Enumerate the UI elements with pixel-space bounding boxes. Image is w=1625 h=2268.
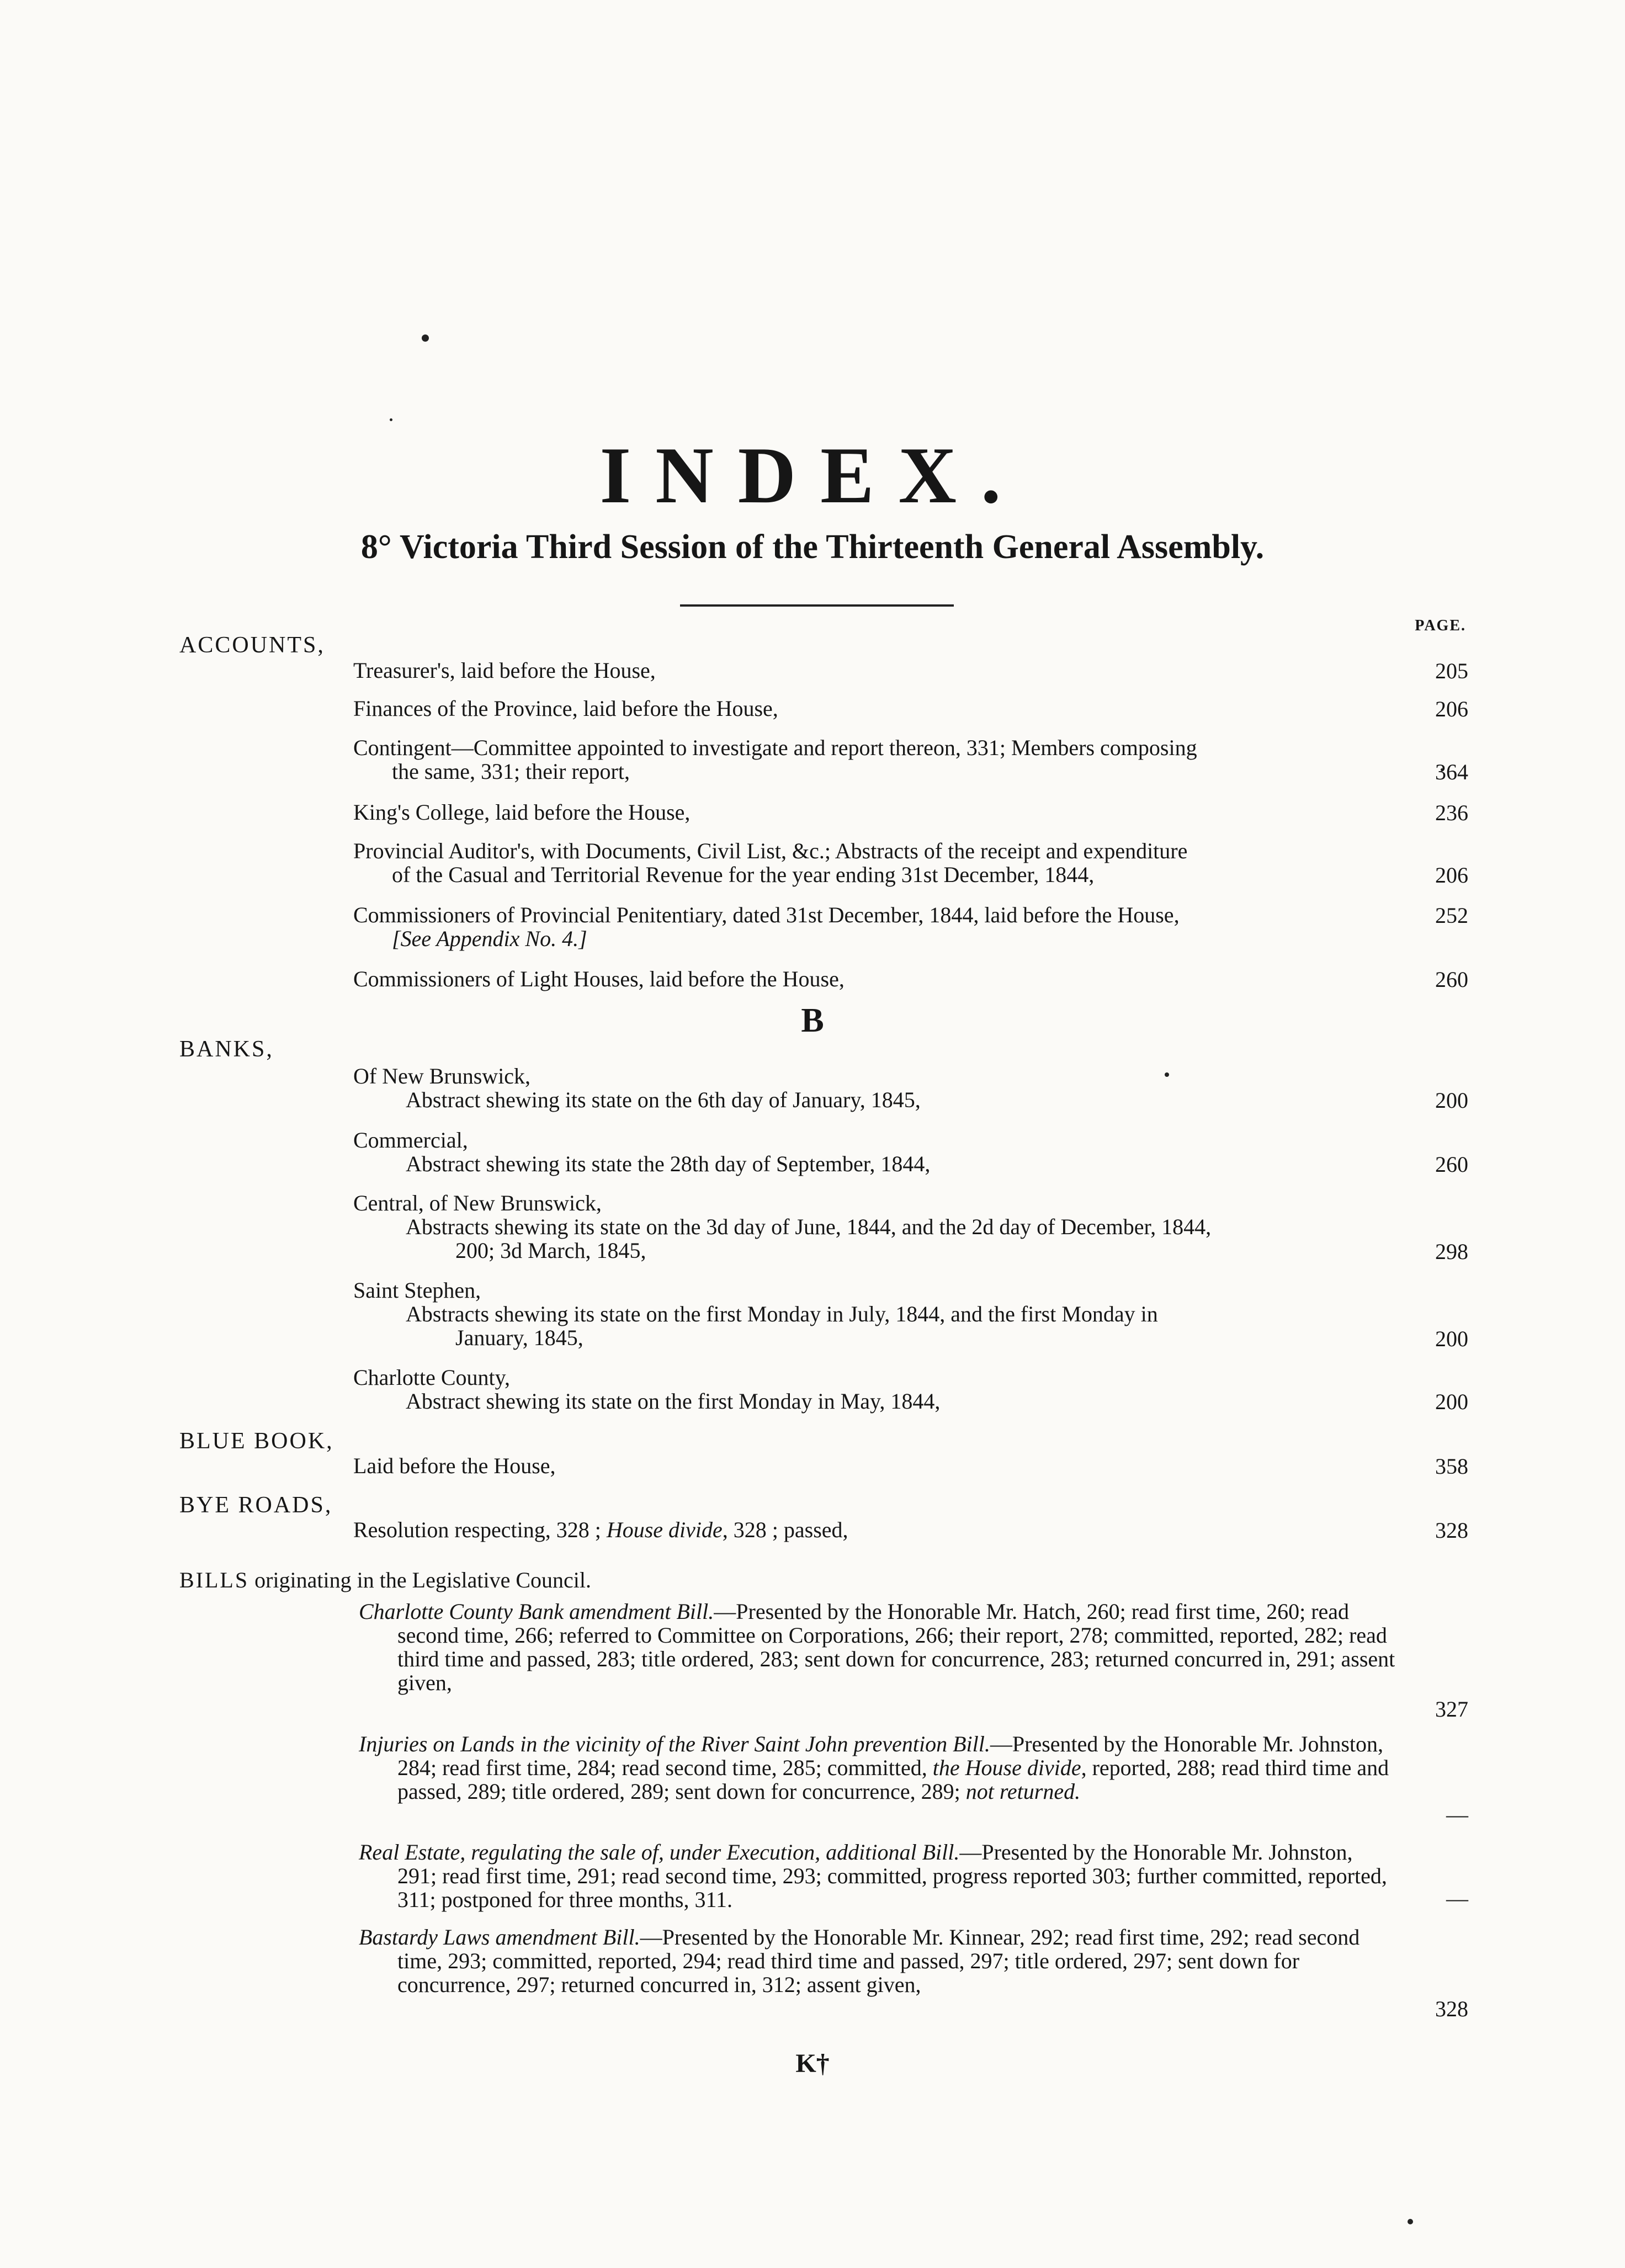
entry-text: 200; 3d March, 1845,	[455, 1238, 646, 1263]
page-number: 328	[1435, 1518, 1468, 1543]
bill-body: —Presented by the Honorable Mr. Johnston, 291; read first time, 291; read second time, 293; committed, progress reported 303; further committed, reported, 311; postponed for three months, 311.	[397, 1840, 1387, 1912]
bye-roads-entry	[353, 1518, 1402, 1542]
accounts-heading: ACCOUNTS,	[179, 633, 325, 658]
bill-body: —Presented by the Honorable Mr. Johnston, 284; read first time, 284; read second time, 285; committed,	[397, 1731, 1384, 1780]
signature-mark: K†	[795, 2049, 830, 2078]
page-number: 206	[1435, 863, 1468, 888]
blue-book-entry	[353, 1454, 1402, 1478]
page-subtitle: 8° Victoria Third Session of the Thirteenth General Assembly.	[360, 528, 1265, 566]
page-number: 358	[1435, 1454, 1468, 1479]
entry-text: Contingent—Committee appointed to investigate and report thereon, 331; Members composing	[353, 735, 1197, 760]
page-number: —	[1446, 1802, 1468, 1827]
page-number: 206	[1435, 697, 1468, 721]
entry-text: the same, 331; their report,	[392, 759, 630, 784]
page-number: 260	[1435, 967, 1468, 992]
accounts-entry	[353, 903, 1402, 950]
page-number: 260	[1435, 1152, 1468, 1177]
page-number: 200	[1435, 1389, 1468, 1414]
ink-speck	[1408, 2219, 1413, 2224]
bill-text	[359, 1732, 1396, 1803]
entry-text: Abstracts shewing its state on the 3d day of June, 1844, and the 2d day of December, 1844,	[406, 1214, 1212, 1239]
entry-text: Finances of the Province, laid before the House,	[353, 696, 778, 721]
entry-text: Abstracts shewing its state on the first Monday in July, 1844, and the first Monday in	[406, 1302, 1158, 1326]
page-number: 328	[1435, 1996, 1468, 2021]
entry-text: Laid before the House,	[353, 1453, 556, 1478]
bank-entry	[353, 1064, 1402, 1112]
bill-body-italic: the House divide	[932, 1755, 1081, 1780]
entry-text	[353, 1518, 1402, 1542]
bill-text	[359, 1600, 1396, 1695]
bill-text	[359, 1840, 1396, 1911]
entry-text: [See Appendix No. 4.]	[392, 926, 587, 951]
accounts-entry	[353, 658, 1402, 682]
page-number: 205	[1435, 658, 1468, 683]
bank-entry	[353, 1278, 1402, 1350]
entry-text: January, 1845,	[455, 1325, 583, 1350]
entry-text: Commissioners of Provincial Penitentiary, dated 31st December, 1844, laid before the House,	[353, 902, 1180, 927]
entry-text: Abstract shewing its state the 28th day of September, 1844,	[406, 1151, 931, 1176]
bill-entry	[359, 1840, 1396, 1911]
ink-speck	[422, 334, 429, 342]
accounts-entry	[353, 839, 1402, 886]
bill-entry	[359, 1600, 1396, 1695]
bills-heading-rest: originating in the Legislative Council.	[249, 1568, 592, 1592]
ink-speck	[390, 418, 392, 421]
bill-body: —Presented by the Honorable Mr. Hatch, 260; read first time, 260; read second time, 266; referred to Committee on Corporations, 266; their report, 278; committed, reported, 282; read third time and passed, 283; title ordered, 283; sent down for concurrence, 283; returned concurred in, 291; assent given,	[397, 1599, 1395, 1695]
bills-heading	[179, 1569, 591, 1591]
bank-name: Central, of New Brunswick,	[353, 1191, 602, 1215]
bill-body: —Presented by the Honorable Mr. Kinnear, 292; read first time, 292; read second time, 293; committed, reported, 294; read third time and passed, 297; title ordered, 297; sent down for concurrence, 297; returned concurred in, 312; assent given,	[397, 1925, 1360, 1997]
page-number: —	[1446, 1886, 1468, 1911]
page-number: 364	[1435, 759, 1468, 784]
bank-name: Commercial,	[353, 1128, 468, 1152]
bill-body: , reported, 288; read third time and passed, 289; title ordered, 289; sent down for concurrence, 289;	[397, 1755, 1389, 1804]
page-column-header: PAGE.	[1415, 617, 1466, 634]
bills-heading-caps: BILLS	[179, 1568, 249, 1592]
accounts-entry	[353, 697, 1402, 720]
page-number: 327	[1435, 1697, 1468, 1722]
bill-title: Injuries on Lands in the vicinity of the River Saint John prevention Bill.	[359, 1731, 990, 1756]
page-number: 252	[1435, 903, 1468, 928]
entry-text: King's College, laid before the House,	[353, 800, 691, 825]
bye-roads-heading: BYE ROADS,	[179, 1492, 333, 1518]
accounts-entry	[353, 967, 1402, 991]
bill-entry	[359, 1732, 1396, 1803]
bank-entry	[353, 1366, 1402, 1413]
page-number: 200	[1435, 1326, 1468, 1351]
entry-text: Treasurer's, laid before the House,	[353, 658, 656, 683]
accounts-entry	[353, 800, 1402, 824]
bill-body-italic: not returned.	[965, 1779, 1081, 1804]
bill-title: Charlotte County Bank amendment Bill.	[359, 1599, 714, 1624]
entry-text: Abstract shewing its state on the 6th day of January, 1845,	[406, 1087, 921, 1112]
bank-name: Charlotte County,	[353, 1365, 511, 1390]
accounts-entry	[353, 736, 1402, 783]
bill-entry	[359, 1925, 1396, 1996]
bill-text	[359, 1925, 1396, 1996]
banks-heading: BANKS,	[179, 1037, 274, 1062]
entry-text: Commissioners of Light Houses, laid before the House,	[353, 966, 845, 991]
title-rule	[680, 604, 954, 607]
page-number: 298	[1435, 1239, 1468, 1264]
blue-book-heading: BLUE BOOK,	[179, 1428, 334, 1454]
section-letter: B	[801, 1002, 824, 1039]
bank-entry	[353, 1128, 1402, 1176]
entry-text: of the Casual and Territorial Revenue for the year ending 31st December, 1844,	[392, 862, 1095, 887]
bank-entry	[353, 1191, 1402, 1262]
page-number: 236	[1435, 800, 1468, 825]
bank-name: Saint Stephen,	[353, 1278, 481, 1303]
page-title: INDEX.	[599, 431, 1026, 520]
entry-text-part: Resolution respecting, 328 ;	[353, 1517, 607, 1542]
entry-text: Abstract shewing its state on the first Monday in May, 1844,	[406, 1389, 941, 1414]
bill-title: Bastardy Laws amendment Bill.	[359, 1925, 640, 1950]
bank-name: Of New Brunswick,	[353, 1064, 531, 1088]
page-number: 200	[1435, 1088, 1468, 1113]
entry-text-italic: House divide	[606, 1517, 723, 1542]
bill-title: Real Estate, regulating the sale of, under Execution, additional Bill.	[359, 1840, 960, 1865]
entry-text: Provincial Auditor's, with Documents, Civil List, &c.; Abstracts of the receipt and expenditure	[353, 838, 1188, 863]
entry-text-part: , 328 ; passed,	[722, 1517, 848, 1542]
